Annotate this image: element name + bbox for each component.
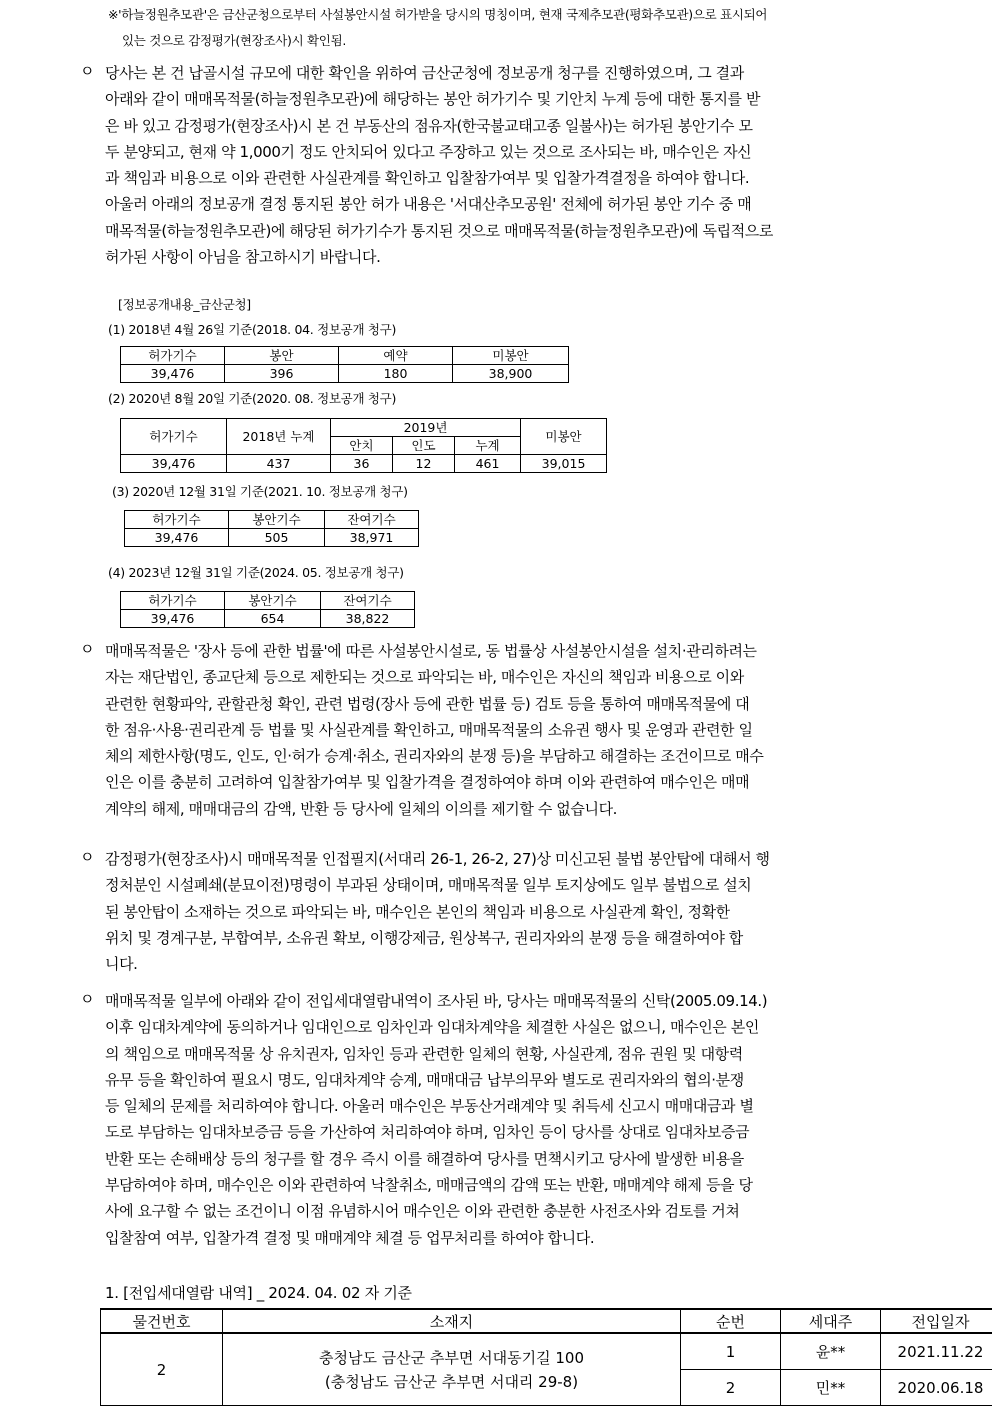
info-table-3 <box>124 510 419 547</box>
text-line: 허가된 사항이 아님을 참고하시기 바랍니다. <box>105 244 920 270</box>
table-header-cell: 세대주 <box>781 1309 881 1333</box>
text-line: 정처분인 시설폐쇄(분묘이전)명령이 부과된 상태이며, 매매목적물 일부 토지상에도 일부 불법으로 설치 <box>105 872 920 898</box>
householder-cell: 민** <box>781 1370 881 1406</box>
table-cell: 654 <box>225 610 321 628</box>
text-line: 인은 이를 충분히 고려하여 입찰참가여부 및 입찰가격을 결정하여야 하며 이와 관련하여 매수인은 매매 <box>105 769 920 795</box>
text-line: 매매목적물은 '장사 등에 관한 법률'에 따른 사설봉안시설로, 동 법률상 사설봉안시설을 설치·관리하려는 <box>105 638 920 664</box>
text-line: 한 점유·사용·권리관계 등 법률 및 사실관계를 확인하고, 매매목적물의 소유권 행사 및 운영과 관련한 일 <box>105 717 920 743</box>
table-cell: 396 <box>225 365 339 383</box>
table-header-cell: 봉안기수 <box>229 511 325 529</box>
bullet-text <box>105 638 920 822</box>
footnote <box>108 2 938 54</box>
table-cell: 437 <box>227 455 331 473</box>
info-table-4 <box>120 591 415 628</box>
table-header-cell: 안치 <box>331 437 393 455</box>
table-header-cell: 허가기수 <box>121 419 227 455</box>
text-line: 감정평가(현장조사)시 매매목적물 인접필지(서대리 26-1, 26-2, 27)상 미신고된 불법 봉안탑에 대해서 행 <box>105 846 920 872</box>
item-number-cell: 2 <box>101 1333 223 1406</box>
text-line: 부담하여야 하며, 매수인은 이와 관련하여 낙찰취소, 매매금액의 감액 또는 반환, 매매계약 해제 등을 당 <box>105 1172 920 1198</box>
table-cell: 38,900 <box>453 365 569 383</box>
table-header-cell: 물건번호 <box>101 1309 223 1333</box>
residence-table <box>100 1308 992 1406</box>
table-header-cell: 잔여기수 <box>325 511 419 529</box>
table-header-cell: 허가기수 <box>125 511 229 529</box>
householder-cell: 윤** <box>781 1333 881 1370</box>
text-line: 등 일체의 문제를 처리하여야 합니다. 아울러 매수인은 부동산거래계약 및 취득세 신고시 매매대금과 별 <box>105 1093 920 1119</box>
table-cell: 38,971 <box>325 529 419 547</box>
text-line: 사에 요구할 수 없는 조건이니 이점 유념하시어 매수인은 이와 관련한 충분한 사전조사와 검토를 거쳐 <box>105 1198 920 1224</box>
table-header-cell: 봉안 <box>225 347 339 365</box>
table-header-cell: 인도 <box>393 437 455 455</box>
table-cell: 180 <box>339 365 453 383</box>
text-line: 과 책임과 비용으로 이와 관련한 사실관계를 확인하고 입찰참가여부 및 입찰가격결정을 하여야 합니다. <box>105 165 920 191</box>
seq-cell: 1 <box>681 1333 781 1370</box>
table-cell: 461 <box>455 455 521 473</box>
bullet-text <box>105 988 920 1251</box>
text-line: 두 분양되고, 현재 약 1,000기 정도 안치되어 있다고 주장하고 있는 것으로 조사되는 바, 매수인은 자신 <box>105 139 920 165</box>
table-header-cell: 미봉안 <box>521 419 607 455</box>
table-cell: 39,476 <box>121 455 227 473</box>
table-header-cell: 잔여기수 <box>321 592 415 610</box>
text-line: 아래와 같이 매매목적물(하늘정원추모관)에 해당하는 봉안 허가기수 및 기안치 누계 등에 대한 통지를 받 <box>105 86 920 112</box>
text-line: 의 책임으로 매매목적물 상 유치권자, 임차인 등과 관련한 일체의 현황, 사실관계, 점유 권원 및 대항력 <box>105 1041 920 1067</box>
bullet-mark: ㅇ <box>80 60 95 81</box>
text-line: 니다. <box>105 951 920 977</box>
table-cell: 39,476 <box>121 365 225 383</box>
table-header-cell: 봉안기수 <box>225 592 321 610</box>
bullet-text <box>105 60 920 270</box>
text-line: 반환 또는 손해배상 등의 청구를 할 경우 즉시 이를 해결하여 당사를 면책시키고 당사에 발생한 비용을 <box>105 1146 920 1172</box>
table-cell: 39,476 <box>125 529 229 547</box>
residence-label: 1. [전입세대열람 내역] _ 2024. 04. 02 자 기준 <box>105 1282 412 1303</box>
table3-label: (3) 2020년 12월 31일 기준(2021. 10. 정보공개 청구) <box>112 482 408 500</box>
info-table-2 <box>120 418 607 473</box>
table-header-cell: 누계 <box>455 437 521 455</box>
table-cell: 39,476 <box>121 610 225 628</box>
move-in-date-cell: 2020.06.18 <box>881 1370 992 1406</box>
table2-label: (2) 2020년 8월 20일 기준(2020. 08. 정보공개 청구) <box>108 389 396 407</box>
table-header-cell: 전입일자 <box>881 1309 992 1333</box>
table4-label: (4) 2023년 12월 31일 기준(2024. 05. 정보공개 청구) <box>108 563 404 581</box>
table-header-cell: 허가기수 <box>121 347 225 365</box>
table-cell: 12 <box>393 455 455 473</box>
info-table-1 <box>120 346 569 383</box>
table-cell: 39,015 <box>521 455 607 473</box>
table-header-cell: 미봉안 <box>453 347 569 365</box>
footnote-line-1: ※'하늘정원추모관'은 금산군청으로부터 사설봉안시설 허가받을 당시의 명칭이며, 현재 국제추모관(평화추모관)으로 표시되어 <box>108 2 938 28</box>
text-line: 계약의 해제, 매매대금의 감액, 반환 등 당사에 일체의 이의를 제기할 수 없습니다. <box>105 796 920 822</box>
text-line: 유무 등을 확인하여 필요시 명도, 임대차계약 승계, 매매대금 납부의무와 별도로 권리자와의 협의·분쟁 <box>105 1067 920 1093</box>
table-cell: 36 <box>331 455 393 473</box>
bullet-mark: ㅇ <box>80 638 95 659</box>
text-line: 도로 부담하는 임대차보증금 등을 가산하여 처리하여야 하며, 임차인 등이 당사를 상대로 임대차보증금 <box>105 1119 920 1145</box>
table-header-cell: 허가기수 <box>121 592 225 610</box>
text-line: 체의 제한사항(명도, 인도, 인·허가 승계·취소, 권리자와의 분쟁 등)을 부담하고 해결하는 조건이므로 매수 <box>105 743 920 769</box>
address-line-1: 충청남도 금산군 추부면 서대동기길 100 <box>223 1346 680 1370</box>
text-line: 입찰참여 여부, 입찰가격 결정 및 매매계약 체결 등 업무처리를 하여야 합니다. <box>105 1225 920 1251</box>
table-header-cell: 예약 <box>339 347 453 365</box>
text-line: 위치 및 경계구분, 부합여부, 소유권 확보, 이행강제금, 원상복구, 권리자와의 분쟁 등을 해결하여야 합 <box>105 925 920 951</box>
text-line: 은 바 있고 감정평가(현장조사)시 본 건 부동산의 점유자(한국불교태고종 일불사)는 허가된 봉안기수 모 <box>105 113 920 139</box>
address-cell <box>223 1333 681 1406</box>
text-line: 매목적물(하늘정원추모관)에 해당된 허가기수가 통지된 것으로 매매목적물(하늘정원추모관)에 독립적으로 <box>105 218 920 244</box>
table-header-cell: 소재지 <box>223 1309 681 1333</box>
table-header-cell: 2018년 누계 <box>227 419 331 455</box>
move-in-date-cell: 2021.11.22 <box>881 1333 992 1370</box>
footnote-line-2: 있는 것으로 감정평가(현장조사)시 확인됨. <box>108 28 938 54</box>
bullet-text <box>105 846 920 977</box>
text-line: 자는 재단법인, 종교단체 등으로 제한되는 것으로 파악되는 바, 매수인은 자신의 책임과 비용으로 이와 <box>105 664 920 690</box>
table-cell: 38,822 <box>321 610 415 628</box>
text-line: 된 봉안탑이 소재하는 것으로 파악되는 바, 매수인은 본인의 책임과 비용으로 사실관계 확인, 정확한 <box>105 899 920 925</box>
info-heading: [정보공개내용_금산군청] <box>118 295 251 313</box>
table-header-cell: 2019년 <box>331 419 521 437</box>
text-line: 당사는 본 건 납골시설 규모에 대한 확인을 위하여 금산군청에 정보공개 청구를 진행하였으며, 그 결과 <box>105 60 920 86</box>
bullet-mark: ㅇ <box>80 988 95 1009</box>
address-line-2: (충청남도 금산군 추부면 서대리 29-8) <box>223 1370 680 1394</box>
text-line: 이후 임대차계약에 동의하거나 임대인으로 임차인과 임대차계약을 체결한 사실은 없으니, 매수인은 본인 <box>105 1014 920 1040</box>
table-cell: 505 <box>229 529 325 547</box>
table-header-cell: 순번 <box>681 1309 781 1333</box>
seq-cell: 2 <box>681 1370 781 1406</box>
text-line: 관련한 현황파악, 관할관청 확인, 관련 법령(장사 등에 관한 법률 등) 검토 등을 통하여 매매목적물에 대 <box>105 691 920 717</box>
text-line: 매매목적물 일부에 아래와 같이 전입세대열람내역이 조사된 바, 당사는 매매목적물의 신탁(2005.09.14.) <box>105 988 920 1014</box>
bullet-mark: ㅇ <box>80 846 95 867</box>
table1-label: (1) 2018년 4월 26일 기준(2018. 04. 정보공개 청구) <box>108 320 396 338</box>
text-line: 아울러 아래의 정보공개 결정 통지된 봉안 허가 내용은 '서대산추모공원' 전체에 허가된 봉안 기수 중 매 <box>105 191 920 217</box>
